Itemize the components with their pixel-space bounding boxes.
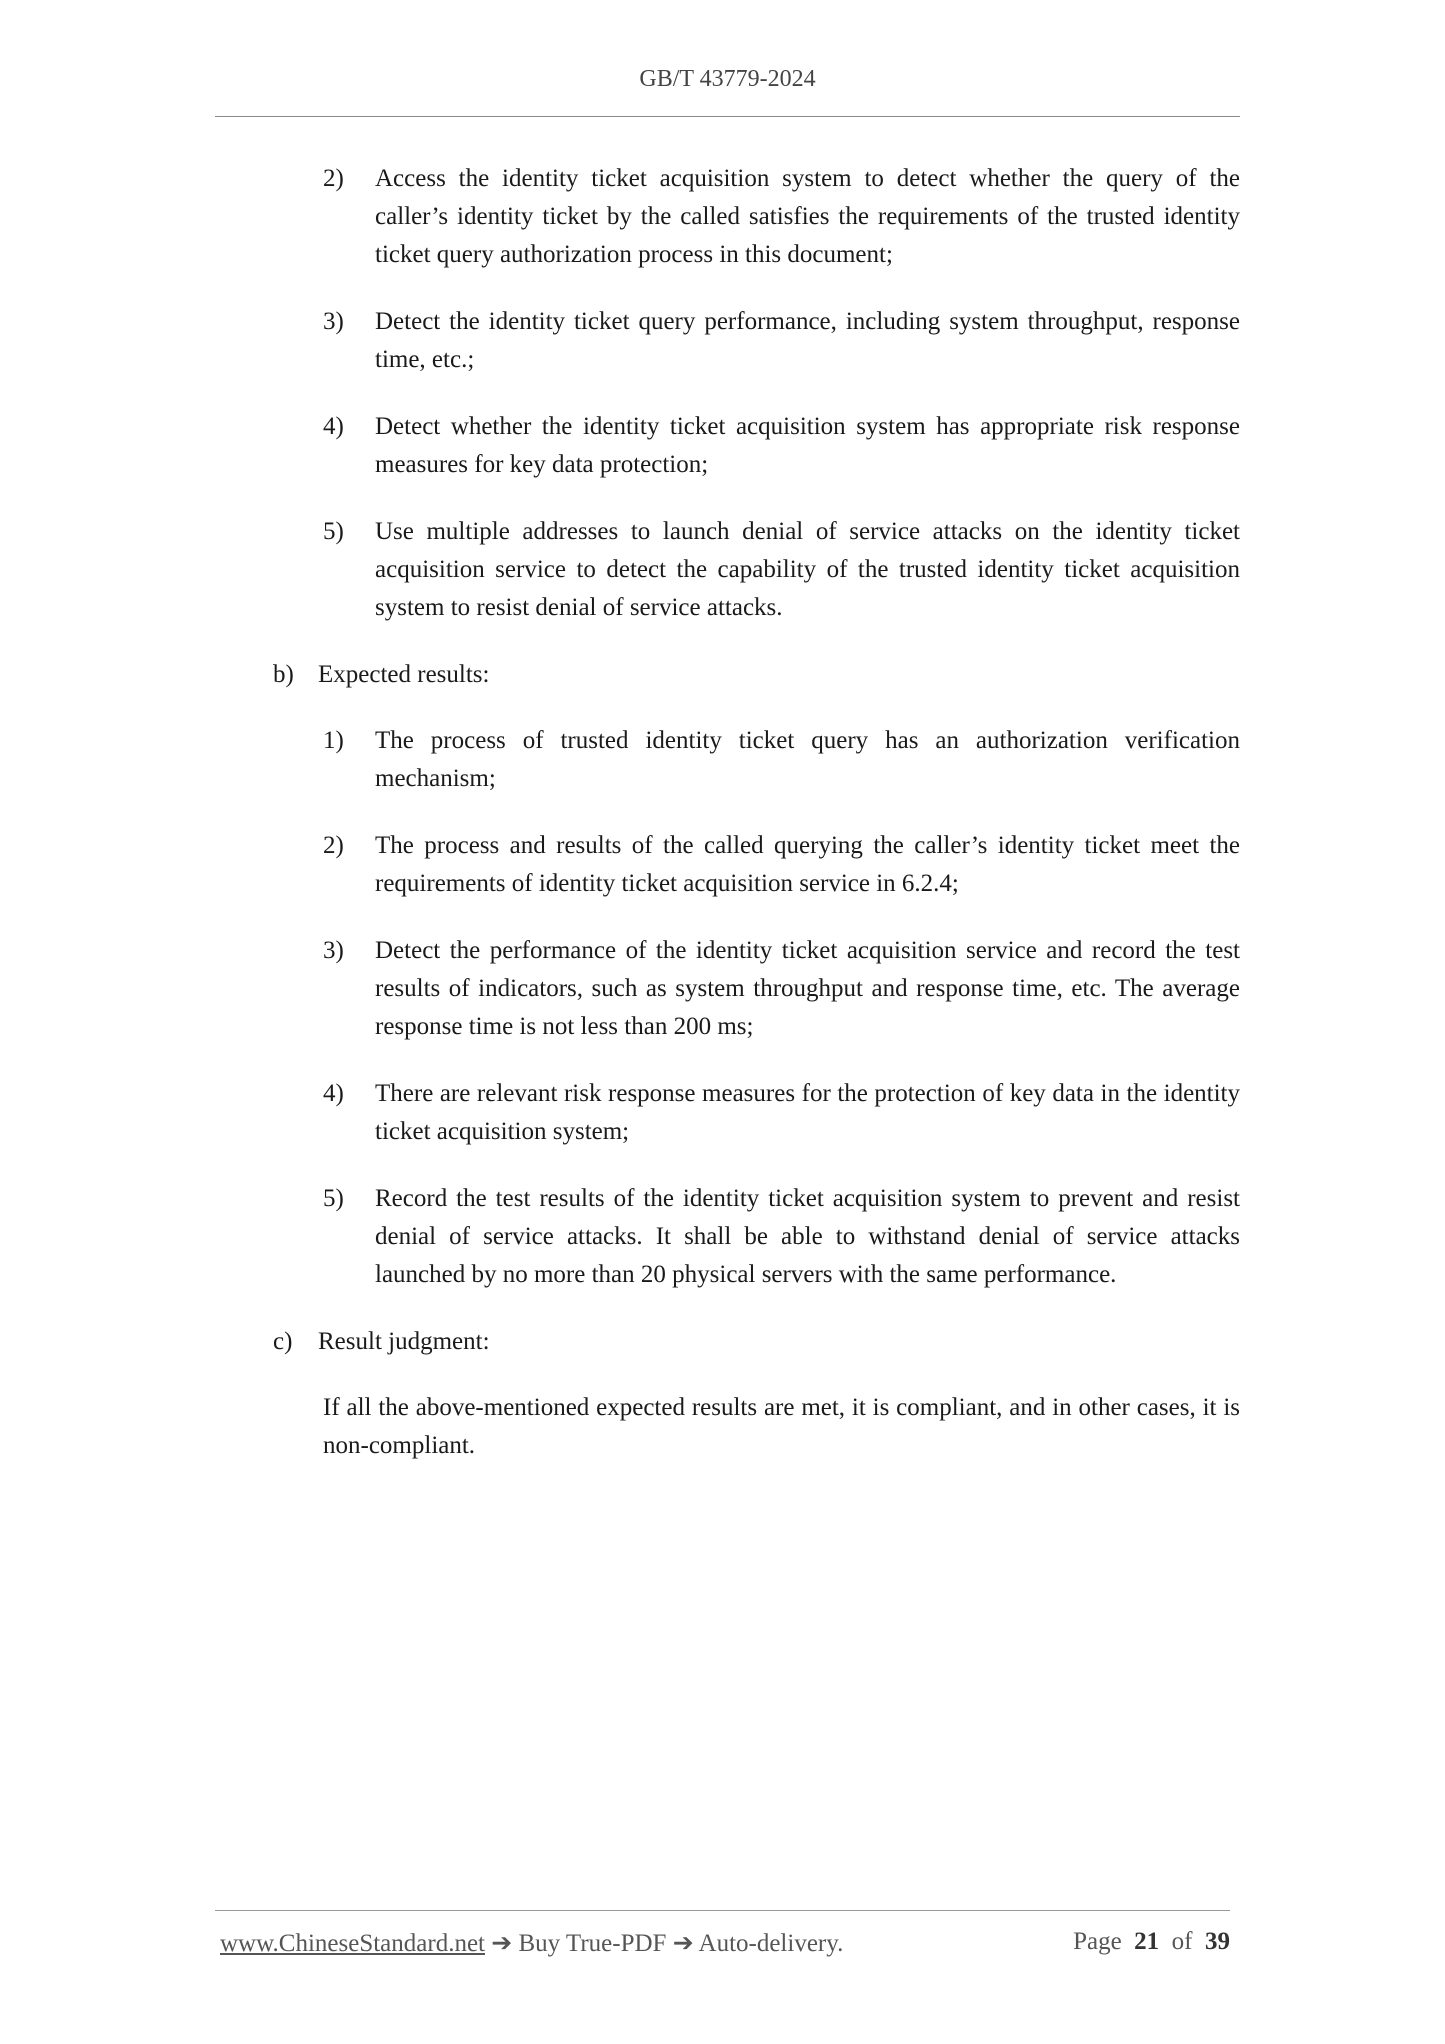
section-letter: c): [273, 1328, 293, 1355]
section-c-heading: [273, 1323, 1240, 1361]
list-number: 4): [323, 413, 344, 440]
list-item-text: The process and results of the called querying the caller’s identity ticket meet the requirements of identity ticket acquisition service in 6.2.4;: [375, 832, 1240, 897]
auto-delivery-text: Auto-delivery.: [698, 1930, 844, 1957]
list-item-b4: [323, 1075, 1240, 1151]
list-item-text: There are relevant risk response measures for the protection of key data in the identity ticket acquisition system;: [375, 1080, 1240, 1145]
list-number: 5): [323, 1185, 344, 1212]
list-number: 2): [323, 832, 344, 859]
list-item-text: The process of trusted identity ticket query has an authorization verification mechanism;: [375, 727, 1240, 792]
list-number: 1): [323, 727, 344, 754]
page-number: [1073, 1928, 1230, 1956]
list-item-a2: [323, 160, 1240, 274]
section-title: Expected results:: [318, 661, 490, 688]
arrow-right-icon: ➔: [672, 1930, 694, 1957]
list-item-text: Detect the identity ticket query performance, including system throughput, response time, etc.;: [375, 308, 1240, 373]
list-item-text: Use multiple addresses to launch denial of service attacks on the identity ticket acquisition service to detect the capability of the trusted identity ticket acquisition system to resist denial of service attacks.: [375, 518, 1240, 621]
of-label: of: [1171, 1928, 1193, 1955]
footer-divider: [215, 1910, 1230, 1911]
list-number: 3): [323, 937, 344, 964]
list-number: 2): [323, 165, 344, 192]
list-number: 4): [323, 1080, 344, 1107]
list-item-text: Detect the performance of the identity ticket acquisition service and record the test results of indicators, such as system throughput and response time, etc. The average response time is not less than 200 ms;: [375, 937, 1240, 1040]
website-link[interactable]: www.ChineseStandard.net: [220, 1930, 485, 1957]
list-item-text: Record the test results of the identity ticket acquisition system to prevent and resist denial of service attacks. It shall be able to withstand denial of service attacks launched by no more than 20 physical servers with the same performance.: [375, 1185, 1240, 1288]
list-item-b2: [323, 827, 1240, 903]
list-item-a3: [323, 303, 1240, 379]
section-b-heading: [273, 656, 1240, 694]
total-pages: 39: [1205, 1928, 1230, 1955]
list-item-a5: [323, 513, 1240, 627]
list-item-b5: [323, 1180, 1240, 1294]
list-item-text: Detect whether the identity ticket acquisition system has appropriate risk response measures for key data protection;: [375, 413, 1240, 478]
arrow-right-icon: ➔: [491, 1930, 513, 1957]
buy-true-pdf-text: Buy True-PDF: [518, 1930, 667, 1957]
list-number: 5): [323, 518, 344, 545]
section-title: Result judgment:: [318, 1328, 490, 1355]
list-item-b1: [323, 722, 1240, 798]
section-letter: b): [273, 661, 294, 688]
page-body: [215, 160, 1240, 1465]
list-item-text: Access the identity ticket acquisition system to detect whether the query of the caller’s identity ticket by the called satisfies the requirements of the trusted identity ticket query authorization process in this document;: [375, 165, 1240, 268]
header-divider: [215, 116, 1240, 117]
list-item-a4: [323, 408, 1240, 484]
footer-promo: [220, 1928, 843, 1958]
result-judgment-paragraph: If all the above-mentioned expected results are met, it is compliant, and in other cases, it is non-compliant.: [323, 1394, 1240, 1459]
running-header: GB/T 43779-2024: [639, 66, 816, 92]
page-label: Page: [1073, 1928, 1122, 1955]
list-number: 3): [323, 308, 344, 335]
list-item-b3: [323, 932, 1240, 1046]
current-page: 21: [1134, 1928, 1160, 1955]
